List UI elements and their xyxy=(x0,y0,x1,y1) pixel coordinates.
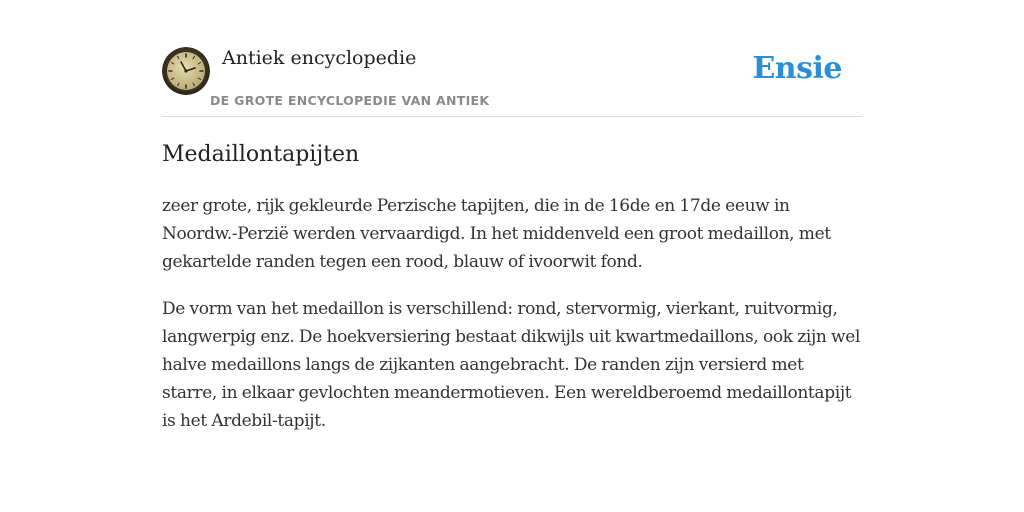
pocket-watch-icon[interactable] xyxy=(162,47,210,95)
site-subtitle: DE GROTE ENCYCLOPEDIE VAN ANTIEK xyxy=(210,93,490,108)
site-title[interactable]: Antiek encyclopedie xyxy=(222,47,417,69)
entry-paragraph: De vorm van het medaillon is verschillend: rond, stervormig, vierkant, ruitvormig, langwerpig enz. De hoekversiering bestaat dikwijls uit kwartmedaillons, ook zijn wel halve medaillons langs de zijkanten aangebracht. De randen zijn versierd met starre, in elkaar gevlochten meandermotieven. Een wereldberoemd medaillontapijt is het Ardebil-tapijt. xyxy=(162,299,861,431)
entry-paragraph: zeer grote, rijk gekleurde Perzische tapijten, die in de 16de en 17de eeuw in Noordw.-Perzië werden vervaardigd. In het middenveld een groot medaillon, met gekartelde randen tegen een rood, blauw of ivoorwit fond. xyxy=(162,196,831,272)
site-header xyxy=(162,0,862,117)
page-title: Medaillontapijten xyxy=(162,142,360,167)
page xyxy=(162,0,862,512)
brand-logo[interactable]: Ensie xyxy=(752,51,842,86)
